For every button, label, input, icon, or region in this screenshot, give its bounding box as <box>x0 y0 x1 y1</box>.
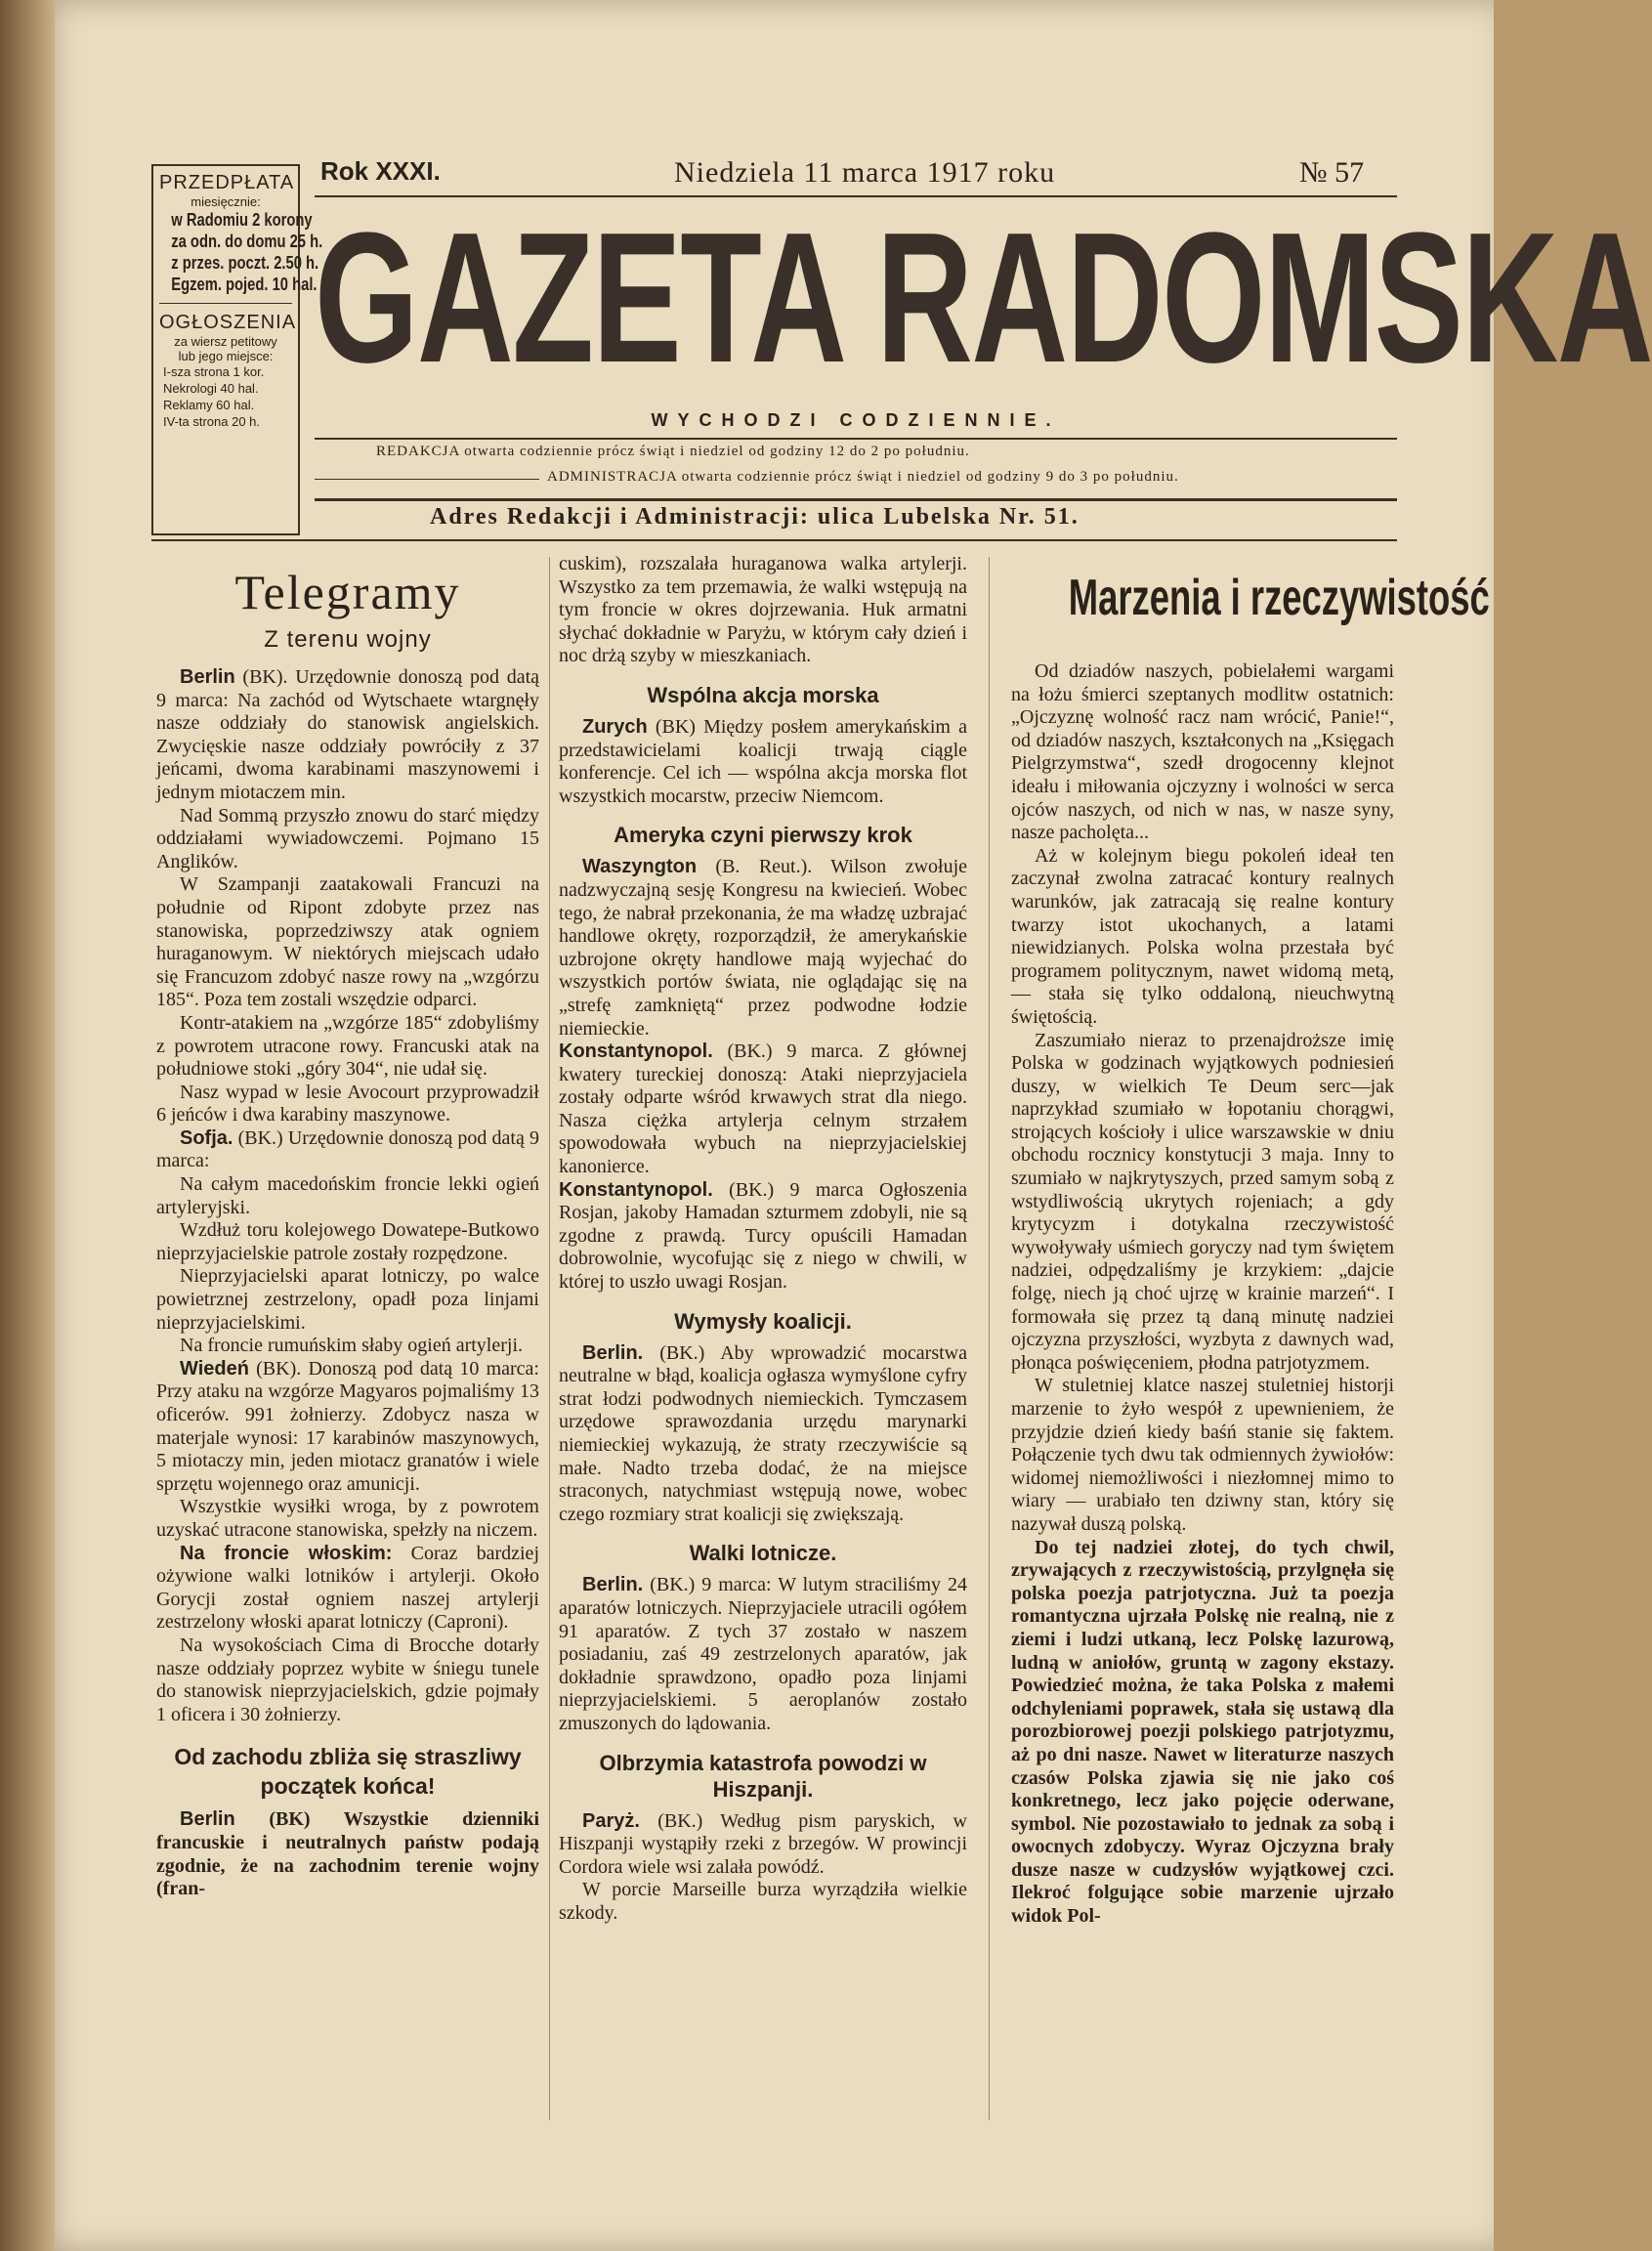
newspaper-title: GAZETA RADOMSKA <box>315 194 1652 402</box>
ads-sub: za wiersz petitowy <box>174 334 277 349</box>
dateline: Berlin <box>180 1808 235 1831</box>
paragraph: W stuletniej klatce naszej stuletniej historji marzenie to żyło wespół z upewnieniem, że przyjdzie dzień kiedy baśń stanie się faktem. Połączenie tych dwu tak odmiennych żywiołów: widomej niemożliwości i niezłomnej mimo to wiary — urabiało ten dziwny stan, który się nazywał duszą polską. <box>1011 1375 1394 1535</box>
paragraph-text: (BK) Wszystkie dzienniki francuskie i neutralnych państw podają zgodnie, że na zachodnim terenie wojny (fran- <box>156 1808 539 1900</box>
paragraph: W porcie Marseille burza wyrządziła wielkie szkody. <box>559 1879 967 1924</box>
paragraph: Kontr-atakiem na „wzgórze 185“ zdobyliśmy z powrotem utracone rowy. Francuski atak na południowe stoki „góry 304“, nie udał się. <box>156 1011 539 1081</box>
paragraph: Do tej nadziei złotej, do tych chwil, zrywających z rzeczywistością, przylgnęła się polska poezja patrjotyczna. Już ta poezja romantyczna ujrzała Polskę nie realną, nie z ziemi i ludzi utkaną, lecz Polskę lazurową, ludną w aniołów, gruntą w zagony ekstazy. Powiedzieć można, że taka Polska z małemi odchyleniami poprawek, stała się ustawą dla porozbiorowej poezji polskiego patrjotyzmu, aż po dni nasze. Nawet w literaturze naszych czasów Polska zjawia się nie jako coś konkretnego, lecz jako pojęcie oderwane, symbol. Nie pozostawiało to jednak za sobą i owocnych zdobyczy. Wyraz Ojczyzna brały dusze nasze w cudzysłów wyjątkowej czci. Ilekroć folgujące sobie marzenie ujrzało widok Pol- <box>1011 1536 1394 1928</box>
paragraph <box>559 716 967 808</box>
paragraph <box>559 1041 967 1179</box>
divider <box>159 303 292 304</box>
dateline: Waszyngton <box>582 856 698 878</box>
paragraph: cuskim), rozszalała huraganowa walka artylerji. Wszystko za tem przemawia, że walki wstępują na tym froncie w okres dojrzewania. Huk armatni słychać dokładnie w Paryżu, w którym cały dzień i noc drżą szyby w mieszkaniach. <box>559 553 967 667</box>
paragraph <box>156 666 539 805</box>
paragraph: Wszystkie wysiłki wroga, by z powrotem uzyskać utracone stanowiska, spełzły na niczem. <box>156 1496 539 1541</box>
redakcja-hours: REDAKCJA otwarta codziennie prócz świąt i niedziel od godziny 12 do 2 po południu. <box>376 444 970 459</box>
paragraph <box>156 1543 539 1635</box>
section-subheading: Z terenu wojny <box>264 626 432 653</box>
issue-number: № 57 <box>1299 156 1365 189</box>
subscription-line: z przes. poczt. 2.50 h. <box>171 253 319 273</box>
paragraph-text: (BK). Urzędownie donoszą pod datą 9 marca: Na zachód od Wytschaete wtargnęły nasze oddziały do stanowisk angielskich. Zwycięskie nasze oddziały powróciły z 37 jeńcami, dwoma karabinami maszynowemi i jednym miotaczem min. <box>156 666 539 803</box>
paragraph-text: (BK.) 9 marca Ogłoszenia Rosjan, jakoby Hamadan szturmem zdobyli, nie są zgodne z prawdą. Turcy opuścili Hamadan dobrowolnie, wycofując się z niego w chwili, w której to uszło uwagi Rosjan. <box>559 1178 967 1294</box>
paragraph <box>559 1179 967 1295</box>
column-rule <box>549 557 550 2120</box>
article-heading: Wspólna akcja morska <box>647 682 879 707</box>
dateline: Zurych <box>582 715 648 738</box>
volume-label: Rok XXXI. <box>320 156 441 186</box>
editorial-address: Adres Redakcji i Administracji: ulica Lubelska Nr. 51. <box>430 504 1080 530</box>
issue-date: Niedziela 11 marca 1917 roku <box>674 156 1056 189</box>
ads-sub: lub jego miejsce: <box>178 349 274 363</box>
ads-line: I-sza strona 1 kor. <box>163 364 265 379</box>
paragraph: Aż w kolejnym biegu pokoleń ideał ten zaczynał zwolna zatracać kontury realnych warunków, jak zatracają się realne kontury twarzy istot ukochanych, a latami niewidzianych. Polska wolna przestała być programem politycznym, nawet widomą metą, — stała się tylko oddaloną, nieuchwytną świętością. <box>1011 844 1394 1028</box>
paragraph <box>559 1342 967 1527</box>
subscription-title: PRZEDPŁATA <box>159 172 295 193</box>
paragraph-text: (BK.) 9 marca: W lutym straciliśmy 24 aparatów lotniczych. Nieprzyjaciele utracili ogółem 91 aparatów. Z tych 37 zostało w naszem posiadaniu, zaś 49 zestrzelonych aparatów, jak dokładnie sprawdzono, opadło poza linjami nieprzyjacielskiemi. 5 aeroplanów zostało zmuszonych do lądowania. <box>559 1574 967 1734</box>
dateline: Konstantynopol. <box>559 1178 713 1201</box>
paragraph <box>156 1127 539 1173</box>
paragraph-text: (BK.) 9 marca. Z głównej kwatery tureckiej donoszą: Ataki nieprzyjaciela zostały odparte wśród krwawych strat dla niego. Nasza ciężka artylerja celnym strzałem spowodowała wybuch na nieprzyjacielskiej kanonierce. <box>559 1041 967 1178</box>
article-heading: Walki lotnicze. <box>689 1541 837 1566</box>
paragraph <box>559 1810 967 1880</box>
article-heading: Wymysły koalicji. <box>674 1308 852 1334</box>
paragraph: Na całym macedońskim froncie lekki ogień artyleryjski. <box>156 1173 539 1218</box>
paragraph: Na wysokościach Cima di Brocche dotarły nasze oddziały poprzez wybite w śniegu tunele do stanowisk nieprzyjacielskich, gdzie pojmały 1 oficera i 30 żołnierzy. <box>156 1634 539 1725</box>
paragraph-text: (BK.) Urzędownie donoszą pod datą 9 marca: <box>156 1126 539 1172</box>
administracja-hours: ADMINISTRACJA otwarta codziennie prócz świąt i niedziel od godziny 9 do 3 po południu. <box>547 469 1179 485</box>
dateline: Konstantynopol. <box>559 1041 713 1063</box>
paragraph: Zaszumiało nieraz to przenajdroższe imię Polska w godzinach wyjątkowych podniesień duszy, w wielkich Te Deum serc—jak naprzykład szumiało w łopotaniu chorągwi, strojących kościoły i ulice warszawskie w dniu obchodu rocznicy konstytucji 3 maja. Inny to szumiało w najkrytyszych, przed samym sobą z wstydliwością ukrytych rojeniach; a gdy krytycyzm i dotykalna rzeczywistość wywoływały uśmiech goryczy nad tym świętem nadziei, odpędzaliśmy je krzykiem: „dajcie folgę, niech ją choć ujrzę w krainie marzeń“. I formowała się przez tą daną minutę nadziei ojczyzna przyszłości, wyzbyta z dawnych wad, płonąca poświęceniem, płodna patrjotyzmem. <box>1011 1029 1394 1374</box>
ads-line: Reklamy 60 hal. <box>163 398 255 412</box>
subscription-box <box>151 164 323 535</box>
divider <box>151 539 1397 541</box>
paragraph-text: (BK). Donoszą pod datą 10 marca: Przy ataku na wzgórze Magyaros pojmaliśmy 13 oficerów. 991 żołnierzy. Zdobycz nasza w materjale wynosi: 17 karabinów maszynowych, 5 miotaczy min, jeden miotacz granatów i wiele sprzętu wojennego oraz amunicji. <box>156 1357 539 1495</box>
feature-heading: Marzenia i rzeczywistość <box>1068 570 1490 626</box>
dateline: Berlin <box>180 666 235 688</box>
dateline: Sofja. <box>180 1126 233 1149</box>
section-heading: Telegramy <box>234 565 461 619</box>
paragraph: Od dziadów naszych, pobielałemi wargami na łożu śmierci szeptanych modlitw ostatnich: „Ojczyznę wolność racz nam wrócić, Panie!“, od dziadów naszych, kształconych na „Księgach Pielgrzymstwa“, szedł drogocenny klejnot ideału i miłowania ojczyzny i wolności w serca ojców naszych, od nich w nas, w nasze syny, nasze pacholęta... <box>1011 660 1394 844</box>
dateline: Wiedeń <box>180 1357 249 1380</box>
paragraph-text: (BK.) Według pism paryskich, w Hiszpanji wystąpiły rzeki z brzegów. W prowincji Cordora wiele wsi zalała powódź. <box>559 1809 967 1878</box>
subscription-line: Egzem. pojed. 10 hal. <box>171 275 318 294</box>
paragraph: Nad Sommą przyszło znowu do starć między oddziałami wywiadowczemi. Pojmano 15 Anglików. <box>156 804 539 872</box>
newspaper-subtitle: WYCHODZI CODZIENNIE. <box>651 410 1061 430</box>
subscription-line: za odn. do domu 25 h. <box>171 232 323 251</box>
book-spine <box>0 0 55 2251</box>
dateline: Berlin. <box>582 1341 644 1364</box>
divider <box>315 479 539 480</box>
subscription-period: miesięcznie: <box>191 194 261 209</box>
divider <box>315 498 1397 501</box>
column-feature <box>1011 553 1490 1929</box>
paragraph <box>559 856 967 1041</box>
ads-title: OGŁOSZENIA <box>159 312 297 333</box>
article-heading: Olbrzymia katastrofa powodzi w Hiszpanji. <box>599 1750 927 1802</box>
paragraph <box>156 1808 539 1900</box>
paragraph-text: Coraz bardziej ożywione walki lotników i artylerji. Około Gorycji został ogniem naszej artylerji zestrzelony włoski aparat lotniczy (Caproni). <box>156 1542 539 1634</box>
paragraph: Wzdłuż toru kolejowego Dowatepe-Butkowo nieprzyjacielskie patrole zostały rozpędzone. <box>156 1219 539 1264</box>
paragraph: Na froncie rumuńskim słaby ogień artylerji. <box>180 1335 524 1357</box>
ads-line: IV-ta strona 20 h. <box>163 414 261 429</box>
paragraph: Nieprzyjacielski aparat lotniczy, po walce powietrznej zestrzelony, opadł poza linjami nieprzyjacielskimi. <box>156 1265 539 1334</box>
paragraph <box>559 1574 967 1735</box>
dateline: Berlin. <box>582 1574 644 1596</box>
ads-line: Nekrologi 40 hal. <box>163 381 259 396</box>
paragraph: Nasz wypad w lesie Avocourt przyprowadził 6 jeńców i dwa karabiny maszynowe. <box>156 1081 539 1126</box>
column-news <box>559 553 967 1926</box>
paragraph <box>156 1358 539 1497</box>
subscription-line: w Radomiu 2 korony <box>171 210 313 230</box>
paragraph-text: (B. Reut.). Wilson zwołuje nadzwyczajną sesję Kongresu na kwiecień. Wobec tego, że nabrał przekonania, że ma władzę uzbrajać handlowe okręty, rozporządził, że amerykańskie uzbrojone okręty handlowe mają wyjechać do wszystkich portów świata, nie oglądając się na „strefę zamkniętą“ przez podwodne łodzie niemieckie. <box>559 856 967 1040</box>
article-heading: Od zachodu zbliża się straszliwy początek końca! <box>174 1744 522 1800</box>
column-telegramy <box>156 553 539 1901</box>
paragraph-text: (BK.) Aby wprowadzić mocarstwa neutralne w błąd, koalicja ogłasza wymyślone cyfry strat łodzi podwodnych niemieckich. Tymczasem urzędowe sprawozdania urzędu marynarki niemieckiej wykazują, że straty rzeczywiście są małe. Nadto trzeba dodać, że na miejsce straconych, natychmiast wstępują nowe, wobec czego rozmiary strat koalicji się zwiększają. <box>559 1341 967 1525</box>
paragraph-text: (BK) Między posłem amerykańskim a przedstawicielami koalicji trwają ciągle konferencje. Cel ich — wspólna akcja morska flot wszystkich mocarstw, przeciw Niemcom. <box>559 715 967 807</box>
column-rule <box>989 557 990 2120</box>
dateline: Na froncie włoskim: <box>180 1542 393 1564</box>
divider <box>315 438 1397 440</box>
dateline: Paryż. <box>582 1809 640 1832</box>
article-heading: Ameryka czyni pierwszy krok <box>614 823 912 848</box>
paragraph: W Szampanji zaatakowali Francuzi na południe od Ripont zdobyte przez nas stanowiska, poprzedziwszy atak ogniem huraganowym. W niektórych miejscach udało się Francuzom zdobyć nasze rowy na „wzgórzu 185“. Poza tem zostali wszędzie odparci. <box>156 873 539 1011</box>
